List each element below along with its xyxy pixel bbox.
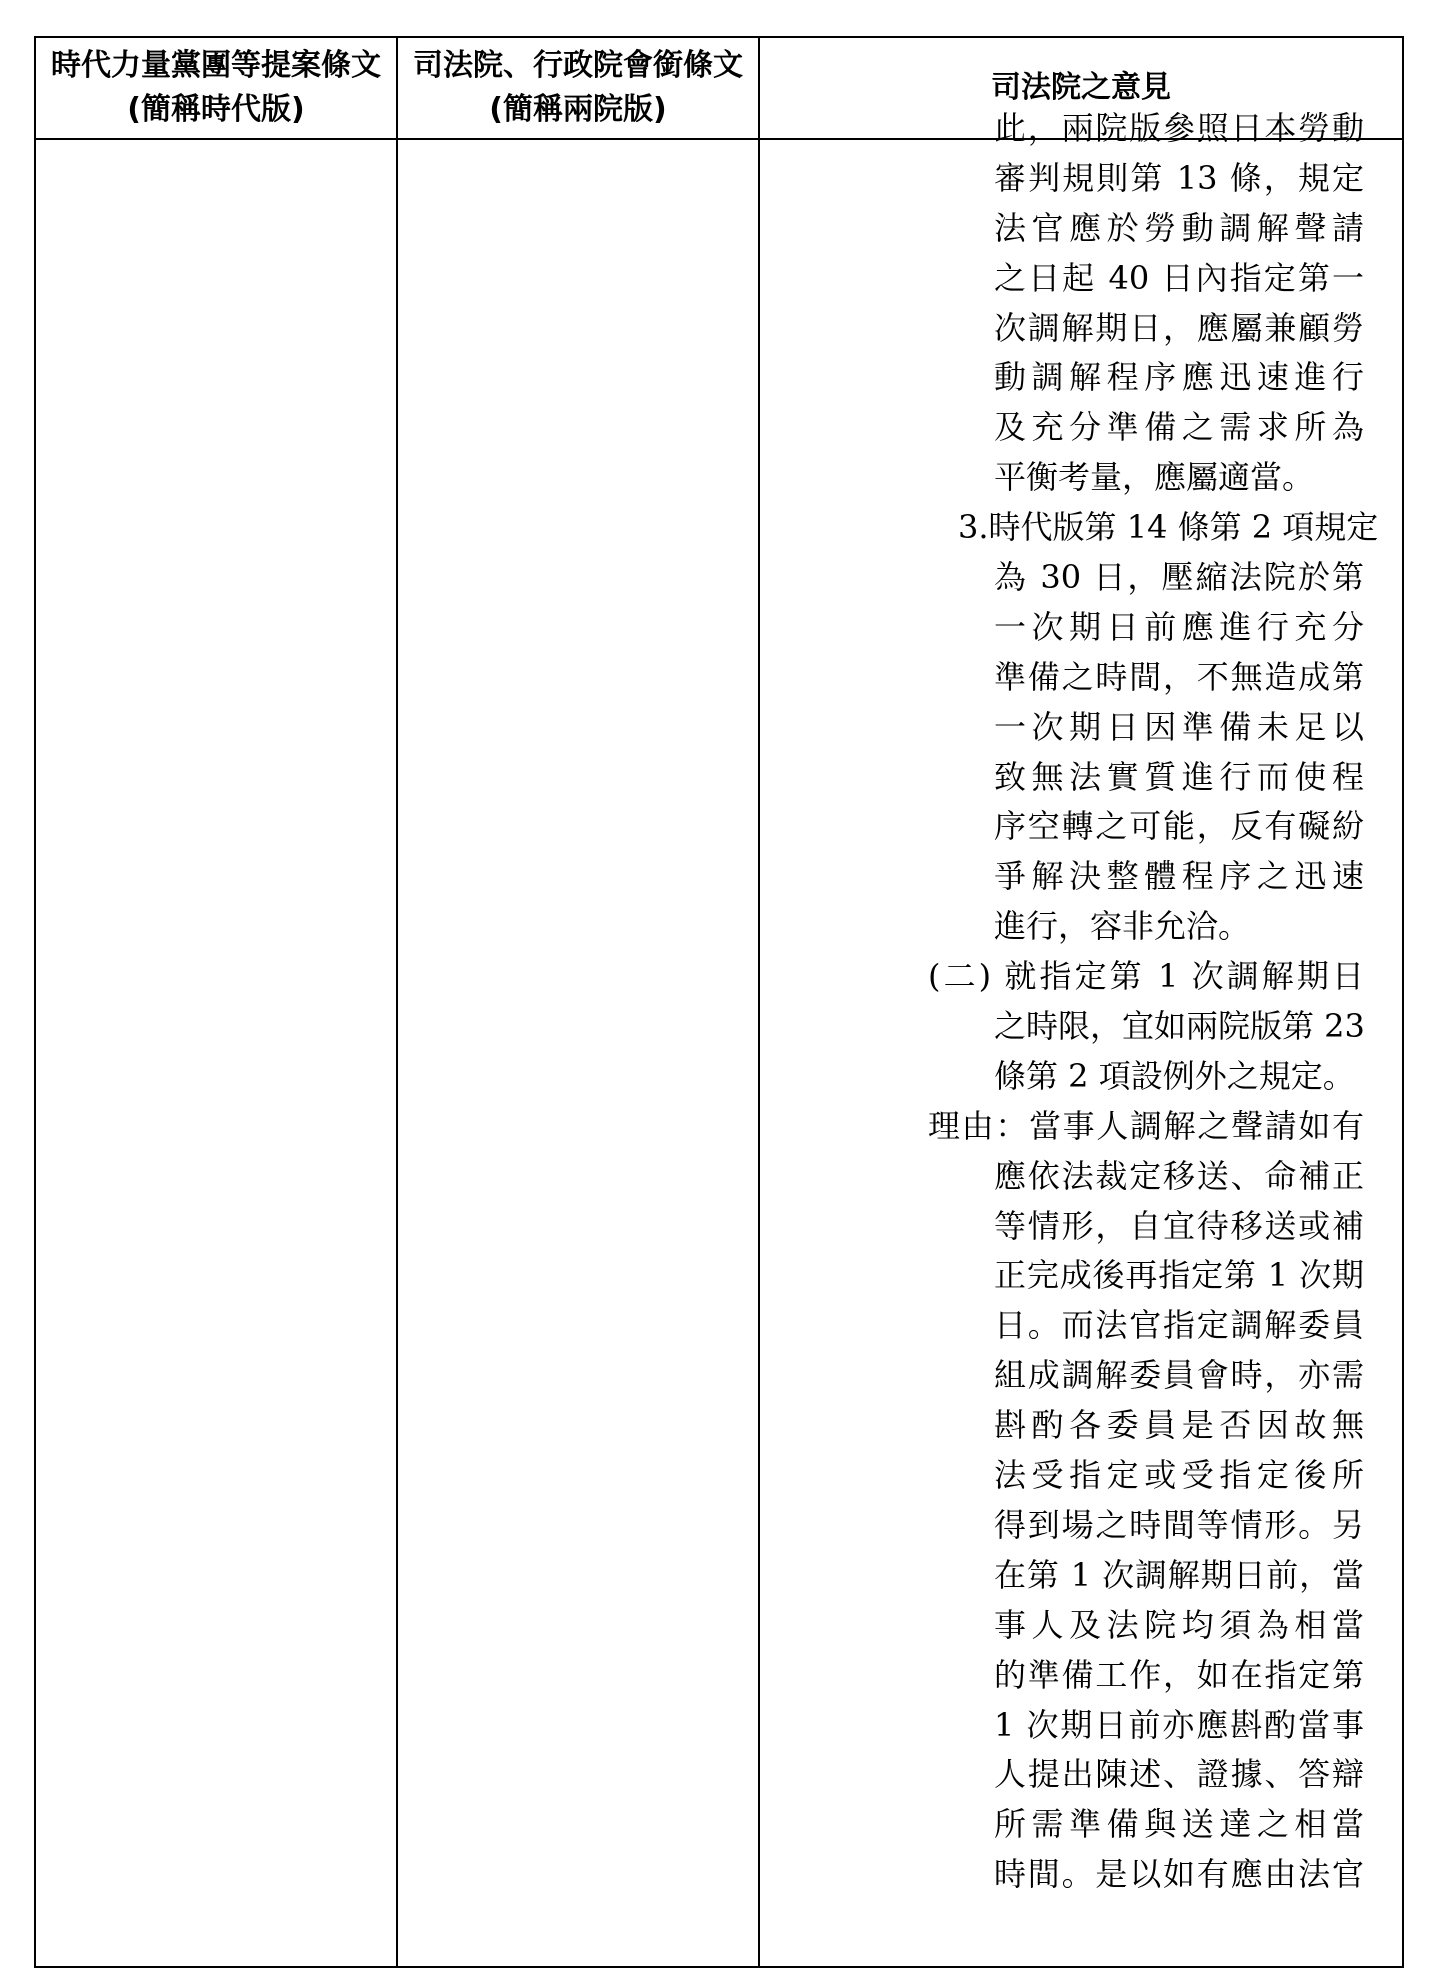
opinion-line: 3.時代版第 14 條第 2 項規定 bbox=[958, 508, 1379, 547]
opinion-line: 此，兩院版參照日本勞動 bbox=[994, 109, 1364, 147]
opinion-line: 及充分準備之需求所為 bbox=[994, 408, 1364, 447]
header-two-yuan-title: 司法院、行政院會銜條文 bbox=[413, 48, 743, 83]
header-two-yuan-subtitle: (簡稱兩院版) bbox=[489, 92, 667, 127]
opinion-line: 事人及法院均須為相當 bbox=[994, 1605, 1364, 1644]
opinion-line: 法官應於勞動調解聲請 bbox=[994, 208, 1364, 247]
cell-two-yuan-text bbox=[398, 140, 758, 1966]
header-shidai bbox=[36, 38, 396, 138]
opinion-line: 人提出陳述、證據、答辯 bbox=[994, 1755, 1364, 1794]
opinion-line: 準備之時間，不無造成第 bbox=[994, 657, 1364, 696]
opinion-line: 一次期日因準備未足以 bbox=[994, 707, 1364, 746]
opinion-line: 1 次期日前亦應斟酌當事 bbox=[994, 1705, 1364, 1744]
opinion-line: 之日起 40 日內指定第一 bbox=[994, 258, 1364, 297]
cell-shidai-text bbox=[36, 140, 396, 1966]
opinion-line: 之時限，宜如兩院版第 23 bbox=[994, 1007, 1365, 1046]
opinion-line: 所需準備與送達之相當 bbox=[994, 1805, 1364, 1844]
opinion-line: 審判規則第 13 條，規定 bbox=[994, 158, 1364, 197]
opinion-line: 的準備工作，如在指定第 bbox=[994, 1655, 1364, 1694]
opinion-line: 平衡考量，應屬適當。 bbox=[994, 458, 1315, 497]
opinion-line: 正完成後再指定第 1 次期 bbox=[994, 1256, 1364, 1295]
opinion-line: 在第 1 次調解期日前，當 bbox=[994, 1555, 1364, 1594]
opinion-line: (二) 就指定第 1 次調解期日 bbox=[928, 957, 1364, 996]
column-divider bbox=[758, 38, 760, 1966]
opinion-line: 法受指定或受指定後所 bbox=[994, 1456, 1364, 1495]
header-shidai-title: 時代力量黨團等提案條文 bbox=[51, 48, 381, 83]
header-judicial-opinion-title: 司法院之意見 bbox=[991, 70, 1171, 105]
opinion-line: 爭解決整體程序之迅速 bbox=[994, 857, 1364, 896]
opinion-line: 日。而法官指定調解委員 bbox=[994, 1306, 1364, 1345]
opinion-line: 進行，容非允洽。 bbox=[994, 907, 1251, 946]
opinion-line: 條第 2 項設例外之規定。 bbox=[994, 1056, 1355, 1095]
opinion-line: 等情形，自宜待移送或補 bbox=[994, 1206, 1364, 1245]
opinion-line: 序空轉之可能，反有礙紛 bbox=[994, 807, 1364, 846]
opinion-line: 致無法實質進行而使程 bbox=[994, 757, 1364, 796]
opinion-line: 得到場之時間等情形。另 bbox=[994, 1505, 1364, 1544]
judicial-opinion-text bbox=[928, 104, 1379, 1900]
opinion-line: 動調解程序應迅速進行 bbox=[994, 358, 1364, 397]
opinion-line: 斟酌各委員是否因故無 bbox=[994, 1406, 1364, 1445]
opinion-line: 次調解期日，應屬兼顧勞 bbox=[994, 308, 1364, 347]
opinion-line: 應依法裁定移送、命補正 bbox=[994, 1156, 1364, 1195]
opinion-line: 時間。是以如有應由法官 bbox=[994, 1855, 1364, 1894]
header-shidai-subtitle: (簡稱時代版) bbox=[127, 92, 305, 127]
opinion-line: 組成調解委員會時，亦需 bbox=[994, 1356, 1364, 1395]
opinion-line: 理由：當事人調解之聲請如有 bbox=[928, 1106, 1364, 1145]
header-two-yuan bbox=[398, 38, 758, 138]
opinion-line: 為 30 日，壓縮法院於第 bbox=[994, 558, 1364, 597]
opinion-line: 一次期日前應進行充分 bbox=[994, 607, 1364, 646]
